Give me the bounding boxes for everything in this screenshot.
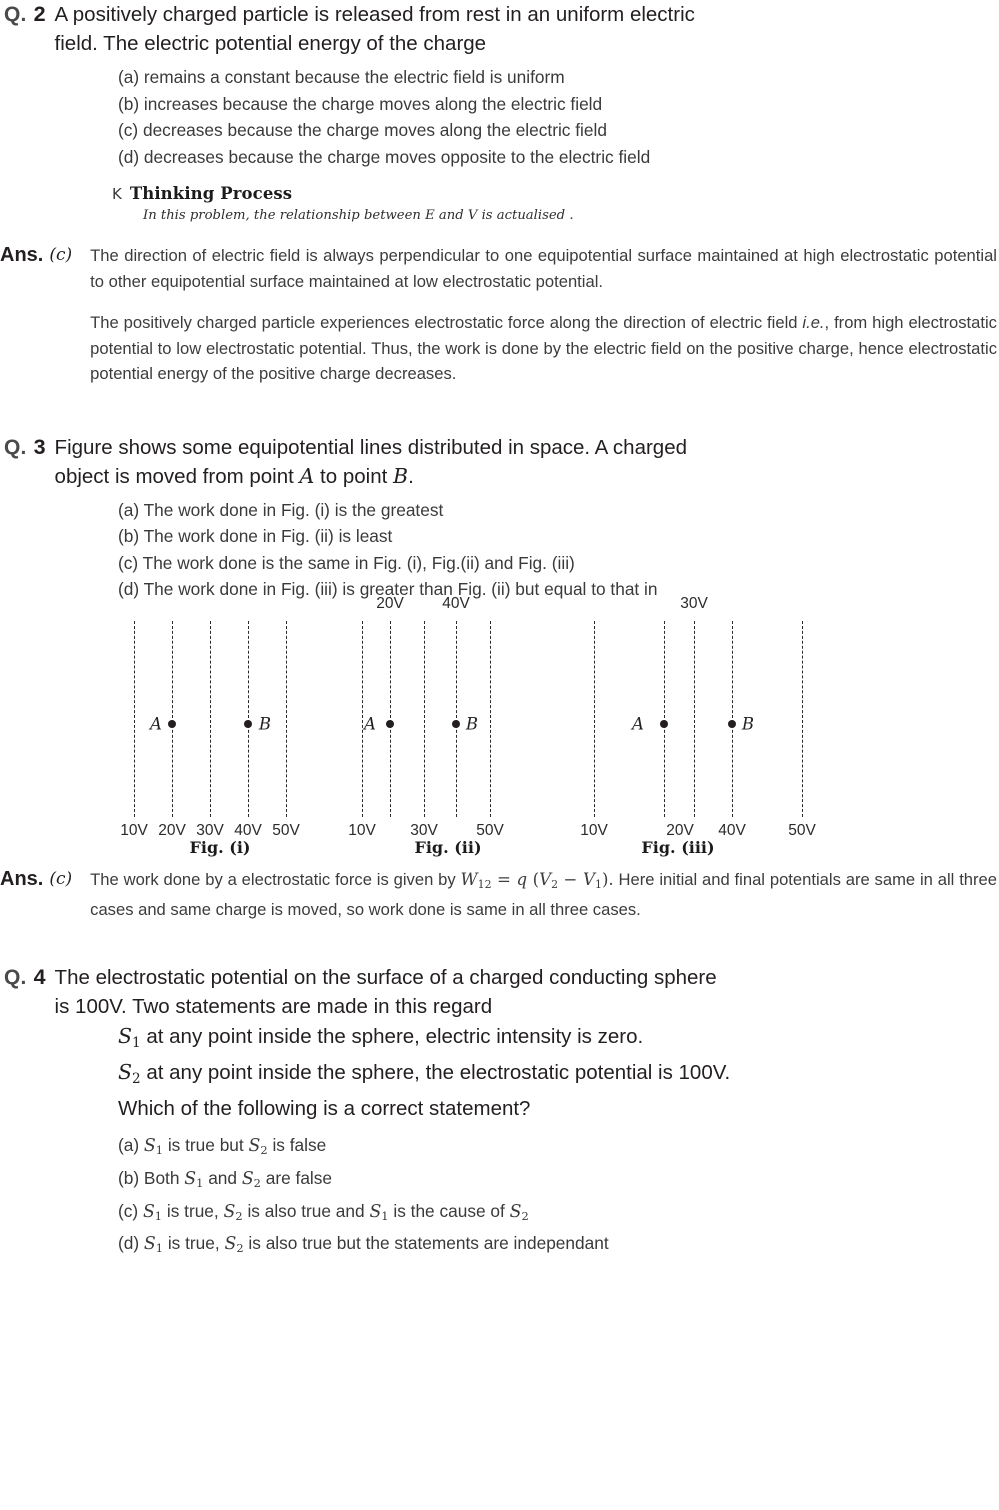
option-b[interactable]: (b) The work done in Fig. (ii) is least	[118, 526, 393, 546]
answer-3-body	[90, 867, 999, 923]
bottom-label: 10V	[120, 821, 148, 839]
point-b-dot	[244, 720, 252, 728]
option-d[interactable]: (d) decreases because the charge moves opposite to the electric field	[118, 146, 651, 167]
bottom-label: 20V	[666, 821, 694, 839]
key-icon: K	[112, 184, 122, 203]
question-4-line-1: The electrostatic potential on the surface of a charged conducting sphere	[54, 965, 717, 989]
option-b[interactable]: (b) increases because the charge moves along the electric field	[118, 93, 603, 114]
question-4-prompt: Which of the following is a correct statement?	[118, 1097, 531, 1121]
equipotential-line	[732, 621, 733, 817]
equipotential-line	[594, 621, 595, 817]
question-block-3	[0, 433, 999, 923]
question-label: Q.	[4, 965, 27, 989]
point-b-dot	[452, 720, 460, 728]
bottom-label: 40V	[718, 821, 746, 839]
q3-point-b: B	[392, 463, 409, 488]
figure-iii-canvas	[576, 594, 824, 857]
question-2-line-1: A positively charged particle is released from rest in an uniform electric	[54, 3, 695, 26]
question-4-line-2: is 100V. Two statements are made in this regard	[54, 994, 493, 1018]
question-number: 3	[33, 434, 46, 459]
point-b-label: B	[258, 714, 272, 733]
equipotential-line	[210, 621, 211, 817]
point-a-label: A	[364, 714, 376, 733]
question-2-text	[55, 0, 999, 58]
q3-l2-part-b: to point	[314, 464, 393, 488]
equipotential-line	[424, 621, 425, 817]
s1-symbol: S	[118, 1023, 133, 1048]
answer-2-paragraph-1: The direction of electric field is always perpendicular to one equipotential surface maintained at high electrostatic potential to other equipotential surface maintained at low electrostatic potential.	[90, 246, 997, 291]
question-label: Q.	[4, 3, 27, 26]
point-a-dot	[168, 720, 176, 728]
equipotential-line	[172, 621, 173, 817]
answer-2-p2-italic: i.e.	[802, 313, 825, 332]
point-a-dot	[386, 720, 394, 728]
answer-2-paragraph-2	[90, 310, 997, 387]
equipotential-line	[490, 621, 491, 817]
question-3-text	[55, 433, 999, 491]
equipotential-line	[286, 621, 287, 817]
s2-text: at any point inside the sphere, the electrostatic potential is 100V.	[140, 1061, 731, 1085]
option-b[interactable]: (b) Both $S_1$ and $S_2$ are false	[118, 1167, 333, 1190]
s1-text: at any point inside the sphere, electric intensity is zero.	[140, 1024, 644, 1048]
option-a[interactable]: (a) remains a constant because the electric field is uniform	[118, 67, 565, 87]
point-b-dot	[728, 720, 736, 728]
q3-l2-part-a: object is moved from point	[54, 464, 300, 488]
question-4-options	[118, 1132, 999, 1263]
answer-2-p2-part-a: The positively charged particle experiences electrostatic force along the direction of electric field	[90, 313, 803, 332]
answer-2-body	[90, 243, 999, 387]
question-number: 2	[33, 2, 46, 26]
section-gap	[0, 923, 999, 963]
option-a[interactable]: (a) The work done in Fig. (i) is the greatest	[118, 499, 444, 520]
figure-iii	[576, 594, 824, 857]
equipotential-line	[390, 621, 391, 817]
equipotential-line	[248, 621, 249, 817]
equipotential-figures	[0, 594, 999, 857]
question-label: Q.	[4, 435, 27, 459]
question-2-heading	[0, 0, 999, 58]
top-label: 40V	[442, 594, 470, 612]
q3-point-a: A	[299, 463, 315, 488]
point-b-label: B	[741, 714, 755, 733]
equipotential-line	[664, 621, 665, 817]
thinking-process-text: In this problem, the relationship between E and V is actualised .	[143, 208, 574, 223]
s2-symbol: S	[118, 1060, 133, 1085]
equipotential-line	[694, 621, 695, 817]
answer-label: Ans.	[0, 244, 44, 266]
figure-i-caption: Fig. (i)	[189, 837, 251, 857]
question-block-4	[0, 963, 999, 1263]
statement-s1	[118, 1021, 999, 1058]
figure-ii	[348, 594, 548, 857]
equipotential-line	[134, 621, 135, 817]
bottom-label: 20V	[158, 821, 186, 839]
equipotential-line	[456, 621, 457, 817]
bottom-label: 50V	[272, 821, 300, 839]
figure-iii-caption: Fig. (iii)	[641, 837, 715, 857]
answer-2-key: (c)	[49, 245, 73, 265]
figure-ii-caption: Fig. (ii)	[414, 837, 482, 857]
question-4-heading	[0, 963, 999, 1021]
q3-l2-part-c: .	[408, 464, 414, 488]
answer-label: Ans.	[0, 867, 44, 890]
question-block-2	[0, 0, 999, 387]
question-4-statements	[118, 1021, 999, 1125]
question-2-options	[118, 64, 999, 170]
option-c[interactable]: (c) The work done is the same in Fig. (i), Fig.(ii) and Fig. (iii)	[118, 552, 575, 573]
question-4-text	[55, 963, 999, 1021]
answer-3-part-b: Here initial and final potentials are same in all three cases and same charge is moved, so work done is same in all three cases.	[90, 869, 998, 920]
answer-3-formula: $W_{12} = q$ $(V_2 - V_1)$.	[460, 869, 614, 891]
figure-i-canvas	[120, 621, 320, 857]
equipotential-line	[362, 621, 363, 817]
point-a-label: A	[150, 714, 162, 733]
point-b-label: B	[465, 714, 479, 733]
thinking-process-title: Thinking Process	[129, 184, 293, 203]
bottom-label: 10V	[348, 821, 376, 839]
top-label: 20V	[376, 594, 404, 612]
bottom-label: 50V	[788, 821, 816, 839]
option-b-label: (b)	[118, 1167, 144, 1188]
figure-ii-canvas	[348, 594, 548, 857]
question-3-line-2	[55, 462, 999, 491]
option-c[interactable]: (c) $S_1$ is true, $S_2$ is also true and $S_1$ is the cause of $S_2$	[118, 1200, 529, 1223]
point-a-dot	[660, 720, 668, 728]
option-c-label: (c)	[118, 1200, 143, 1221]
answer-block-2	[0, 243, 999, 387]
answer-3-key: (c)	[49, 868, 73, 889]
option-d[interactable]: (d) The work done in Fig. (iii) is greater than Fig. (ii) but equal to that in	[118, 579, 658, 599]
top-label: 30V	[680, 594, 708, 612]
bottom-label: 10V	[580, 821, 608, 839]
question-3-line-1: Figure shows some equipotential lines distributed in space. A charged	[54, 435, 688, 459]
point-a-label: A	[632, 714, 644, 733]
thinking-process-header	[112, 184, 999, 203]
s2-subscript: 2	[132, 1071, 141, 1088]
figure-i	[120, 621, 320, 857]
question-number: 4	[33, 964, 46, 989]
question-2-line-2: field. The electric potential energy of the charge	[54, 32, 487, 55]
option-d-label: (d)	[118, 1233, 144, 1254]
answer-2-p2-part-b: , from high electrostatic potential to low electrostatic potential. Thus, the work is done by the electric field on the positive charge, hence electrostatic potential energy of the positive charge decreases.	[90, 313, 997, 383]
answer-block-3	[0, 867, 999, 923]
option-a[interactable]: (a) $S_1$ is true but $S_2$ is false	[118, 1135, 327, 1158]
bottom-label: 30V	[196, 821, 224, 839]
statement-s2	[118, 1057, 999, 1094]
s1-subscript: 1	[132, 1034, 141, 1051]
option-d[interactable]: (d) $S_1$ is true, $S_2$ is also true but the statements are independant	[118, 1233, 609, 1256]
bottom-label: 40V	[234, 821, 262, 839]
section-gap	[0, 387, 999, 433]
bottom-label: 50V	[476, 821, 504, 839]
option-c[interactable]: (c) decreases because the charge moves along the electric field	[118, 120, 607, 140]
question-3-heading	[0, 433, 999, 491]
option-a-label: (a)	[118, 1135, 144, 1156]
question-3-options	[118, 497, 999, 603]
answer-3-part-a: The work done by a electrostatic force is given by	[90, 869, 461, 889]
bottom-label: 30V	[410, 821, 438, 839]
equipotential-line	[802, 621, 803, 817]
